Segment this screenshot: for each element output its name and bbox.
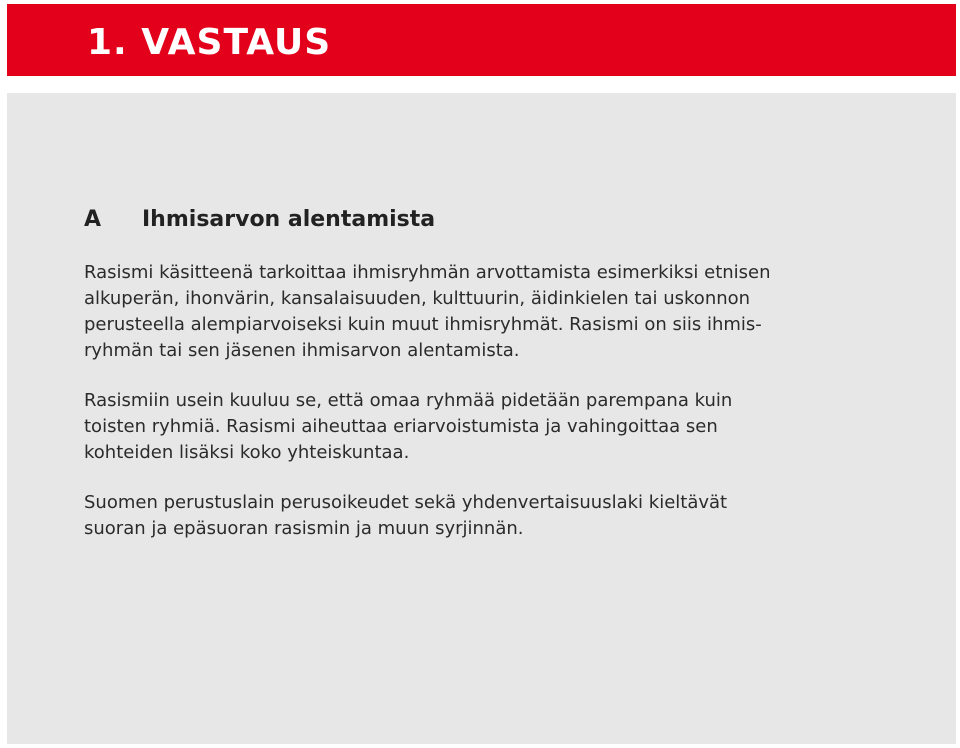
section-letter: A xyxy=(84,207,102,232)
text-line: alkuperän, ihonvärin, kansalaisuuden, kulttuurin, äidinkielen tai uskonnon xyxy=(84,288,751,309)
text-line: Suomen perustuslain perusoikeudet sekä yhdenvertaisuuslaki kieltävät xyxy=(84,492,728,513)
header-bar xyxy=(7,4,956,76)
text-line: ryhmän tai sen jäsenen ihmisarvon alentamista. xyxy=(84,340,520,361)
paragraph-effects xyxy=(84,388,864,466)
text-line: suoran ja epäsuoran rasismin ja muun syrjinnän. xyxy=(84,518,524,539)
text-line: perusteella alempiarvoiseksi kuin muut ihmisryhmät. Rasismi on siis ihmis- xyxy=(84,314,762,335)
paragraph-law xyxy=(84,490,864,542)
section-heading xyxy=(84,204,435,236)
paragraph-definition xyxy=(84,260,864,364)
page-title: 1. VASTAUS xyxy=(87,22,332,63)
text-line: toisten ryhmiä. Rasismi aiheuttaa eriarvoistumista ja vahingoittaa sen xyxy=(84,416,718,437)
text-line: kohteiden lisäksi koko yhteiskuntaa. xyxy=(84,442,410,463)
text-line: Rasismiin usein kuuluu se, että omaa ryhmää pidetään parempana kuin xyxy=(84,390,733,411)
text-line: Rasismi käsitteenä tarkoittaa ihmisryhmän arvottamista esimerkiksi etnisen xyxy=(84,262,771,283)
section-title: Ihmisarvon alentamista xyxy=(142,207,436,232)
